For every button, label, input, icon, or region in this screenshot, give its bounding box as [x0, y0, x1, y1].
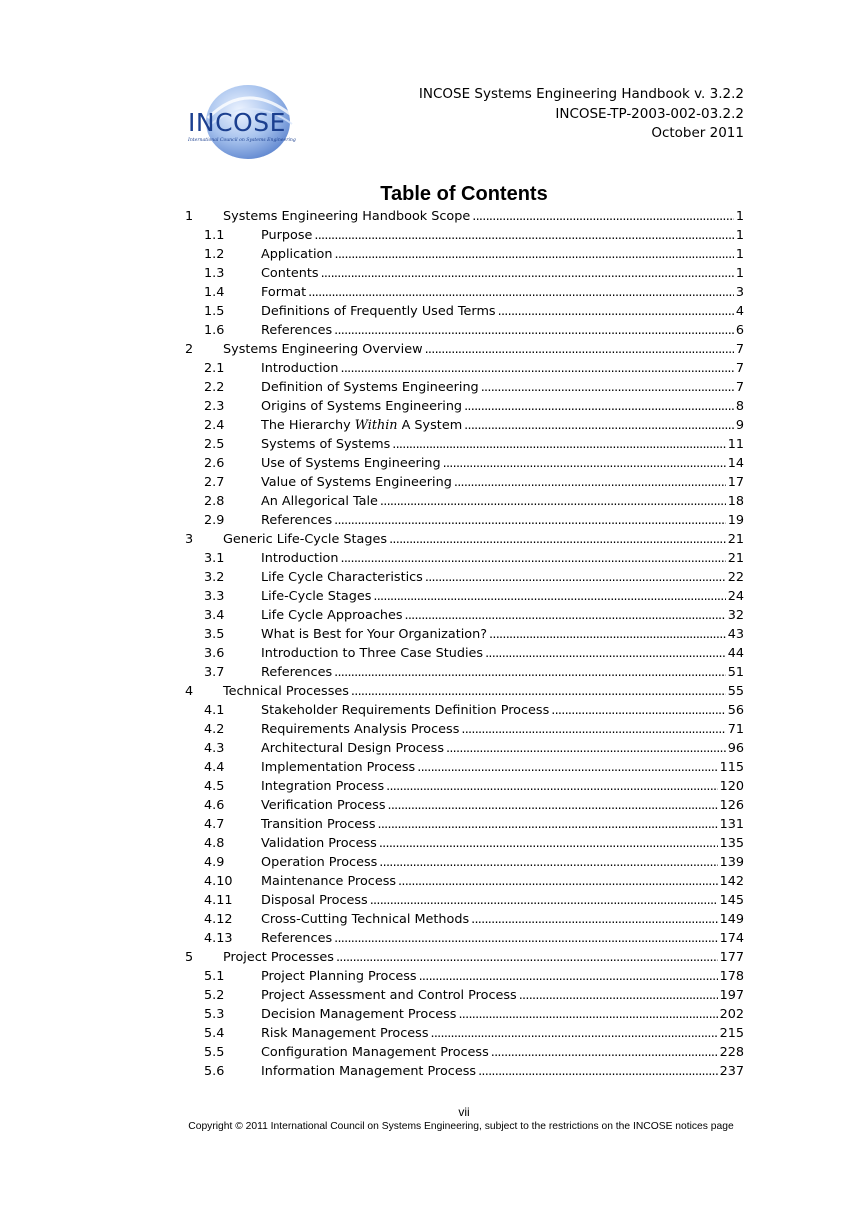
toc-entry[interactable]	[185, 967, 744, 986]
toc-entry[interactable]	[185, 492, 744, 511]
toc-entry-page: 96	[727, 741, 744, 756]
toc-entry-number: 1.5	[204, 304, 225, 319]
toc-dot-leader	[446, 739, 726, 758]
toc-dot-leader	[519, 986, 718, 1005]
header-title: INCOSE Systems Engineering Handbook v. 3.2.2	[418, 86, 744, 102]
toc-entry-page: 7	[735, 361, 744, 376]
toc-entry[interactable]	[185, 511, 744, 530]
toc-entry-page: 19	[727, 513, 744, 528]
toc-entry[interactable]	[185, 283, 744, 302]
toc-entry-page: 14	[727, 456, 744, 471]
toc-entry[interactable]	[185, 625, 744, 644]
toc-entry-title: Purpose	[261, 228, 313, 243]
toc-entry-number: 4.5	[204, 779, 225, 794]
toc-entry-title: Contents	[261, 266, 319, 281]
toc-entry[interactable]	[185, 929, 744, 948]
toc-entry-title: Format	[261, 285, 307, 300]
toc-entry-title: Implementation Process	[261, 760, 416, 775]
toc-entry-title: Cross-Cutting Technical Methods	[261, 912, 470, 927]
toc-entry-number: 3.6	[204, 646, 225, 661]
toc-entry-title: Definition of Systems Engineering	[261, 380, 479, 395]
toc-entry-page: 43	[727, 627, 744, 642]
toc-dot-leader	[478, 1062, 718, 1081]
toc-entry[interactable]	[185, 891, 744, 910]
toc-dot-leader	[405, 606, 726, 625]
toc-entry-title: References	[261, 323, 333, 338]
toc-entry-page: 145	[719, 893, 744, 908]
toc-entry-title: Life-Cycle Stages	[261, 589, 372, 604]
toc-entry[interactable]	[185, 568, 744, 587]
toc-entry-number: 3.2	[204, 570, 225, 585]
toc-entry[interactable]	[185, 663, 744, 682]
toc-entry-number: 4.2	[204, 722, 225, 737]
incose-logo	[186, 84, 306, 162]
toc-entry-title: An Allegorical Tale	[261, 494, 378, 509]
toc-dot-leader	[425, 340, 734, 359]
toc-entry-number: 4.6	[204, 798, 225, 813]
toc-dot-leader	[314, 226, 733, 245]
toc-entry-title: Use of Systems Engineering	[261, 456, 441, 471]
toc-entry-number: 1	[185, 209, 194, 224]
toc-dot-leader	[551, 701, 725, 720]
toc-entry-title: Information Management Process	[261, 1064, 477, 1079]
toc-dot-leader	[379, 853, 717, 872]
toc-entry-page: 178	[719, 969, 744, 984]
toc-entry-page: 135	[719, 836, 744, 851]
toc-entry[interactable]	[185, 1062, 744, 1081]
toc-dot-leader	[419, 967, 718, 986]
toc-entry-number: 3.5	[204, 627, 225, 642]
toc-entry[interactable]	[185, 872, 744, 891]
toc-entry-title: Systems Engineering Handbook Scope	[223, 209, 471, 224]
toc-entry-page: 202	[719, 1007, 744, 1022]
toc-entry-title: Application	[261, 247, 333, 262]
toc-entry-page: 17	[727, 475, 744, 490]
toc-entry[interactable]	[185, 644, 744, 663]
toc-entry-number: 2.7	[204, 475, 225, 490]
toc-dot-leader	[380, 492, 726, 511]
toc-entry-number: 2.9	[204, 513, 225, 528]
toc-entry[interactable]	[185, 701, 744, 720]
toc-entry[interactable]	[185, 986, 744, 1005]
toc-entry[interactable]	[185, 815, 744, 834]
toc-entry-title: Requirements Analysis Process	[261, 722, 460, 737]
toc-entry-page: 228	[719, 1045, 744, 1060]
toc-entry-title: Systems of Systems	[261, 437, 391, 452]
toc-dot-leader	[464, 416, 734, 435]
toc-entry-number: 4.12	[204, 912, 233, 927]
toc-entry[interactable]	[185, 530, 744, 549]
toc-entry[interactable]	[185, 397, 744, 416]
toc-dot-leader	[398, 872, 718, 891]
toc-entry-number: 2.4	[204, 418, 225, 433]
toc-entry-page: 215	[719, 1026, 744, 1041]
toc-entry-page: 1	[735, 266, 744, 281]
toc-entry-number: 4.13	[204, 931, 233, 946]
toc-entry-page: 115	[719, 760, 744, 775]
toc-entry[interactable]	[185, 1024, 744, 1043]
toc-entry-title: Integration Process	[261, 779, 385, 794]
toc-entry-number: 4.7	[204, 817, 225, 832]
toc-dot-leader	[389, 530, 726, 549]
toc-entry-page: 21	[727, 532, 744, 547]
table-of-contents	[185, 207, 744, 1081]
toc-entry-title: References	[261, 931, 333, 946]
toc-entry-title: Origins of Systems Engineering	[261, 399, 463, 414]
toc-entry-title: What is Best for Your Organization?	[261, 627, 488, 642]
toc-entry-page: 120	[719, 779, 744, 794]
toc-entry-title: Architectural Design Process	[261, 741, 445, 756]
toc-entry-title: Configuration Management Process	[261, 1045, 489, 1060]
toc-entry-number: 5.1	[204, 969, 225, 984]
toc-dot-leader	[471, 910, 717, 929]
toc-entry-page: 142	[719, 874, 744, 889]
toc-entry[interactable]	[185, 454, 744, 473]
toc-entry-page: 197	[719, 988, 744, 1003]
toc-entry[interactable]	[185, 340, 744, 359]
toc-entry-title: Introduction	[261, 361, 339, 376]
toc-entry-page: 18	[727, 494, 744, 509]
toc-entry-title: The Hierarchy Within A System	[261, 418, 463, 433]
toc-entry-title: Disposal Process	[261, 893, 368, 908]
toc-entry-number: 2.3	[204, 399, 225, 414]
toc-entry[interactable]	[185, 264, 744, 283]
toc-entry-page: 139	[719, 855, 744, 870]
toc-entry-page: 44	[727, 646, 744, 661]
toc-dot-leader	[472, 207, 734, 226]
toc-entry-number: 4.8	[204, 836, 225, 851]
toc-entry-title: Stakeholder Requirements Definition Process	[261, 703, 550, 718]
toc-entry[interactable]	[185, 378, 744, 397]
toc-entry[interactable]	[185, 910, 744, 929]
toc-entry[interactable]	[185, 207, 744, 226]
toc-entry[interactable]	[185, 587, 744, 606]
toc-entry-number: 4.9	[204, 855, 225, 870]
toc-entry-number: 4.10	[204, 874, 233, 889]
toc-entry-number: 5.6	[204, 1064, 225, 1079]
toc-entry-title: Project Planning Process	[261, 969, 417, 984]
toc-entry[interactable]	[185, 720, 744, 739]
toc-dot-leader	[351, 682, 726, 701]
toc-entry[interactable]	[185, 226, 744, 245]
toc-entry[interactable]	[185, 948, 744, 967]
toc-entry[interactable]	[185, 321, 744, 340]
document-header	[419, 85, 744, 144]
toc-entry-number: 4.1	[204, 703, 225, 718]
toc-entry-title: Definitions of Frequently Used Terms	[261, 304, 496, 319]
toc-entry-title: Maintenance Process	[261, 874, 397, 889]
toc-dot-leader	[336, 948, 718, 967]
toc-entry[interactable]	[185, 245, 744, 264]
toc-entry-page: 6	[735, 323, 744, 338]
page-number: vii	[458, 1105, 470, 1119]
toc-dot-leader	[341, 359, 734, 378]
copyright-notice: Copyright © 2011 International Council on Systems Engineering, subject to the restrictions on the INCOSE notices page	[188, 1121, 734, 1132]
toc-entry[interactable]	[185, 359, 744, 378]
toc-entry-page: 55	[727, 684, 744, 699]
toc-entry[interactable]	[185, 739, 744, 758]
toc-entry-number: 5.3	[204, 1007, 225, 1022]
toc-entry-number: 5.5	[204, 1045, 225, 1060]
toc-dot-leader	[308, 283, 734, 302]
toc-entry-number: 2.8	[204, 494, 225, 509]
toc-entry[interactable]	[185, 473, 744, 492]
toc-entry-page: 149	[719, 912, 744, 927]
toc-entry-page: 11	[727, 437, 744, 452]
toc-entry-title: Transition Process	[261, 817, 376, 832]
toc-dot-leader	[485, 644, 726, 663]
toc-entry-number: 4.3	[204, 741, 225, 756]
toc-entry-title: Project Processes	[223, 950, 334, 965]
toc-dot-leader	[370, 891, 718, 910]
toc-entry-page: 7	[735, 342, 744, 357]
toc-entry-page: 21	[727, 551, 744, 566]
toc-entry-title: Generic Life-Cycle Stages	[223, 532, 388, 547]
toc-entry[interactable]	[185, 416, 744, 435]
logo-subtext: International Council on Systems Engineering	[188, 138, 296, 143]
toc-dot-leader	[458, 1005, 717, 1024]
toc-entry-page: 126	[719, 798, 744, 813]
toc-entry-number: 4.11	[204, 893, 233, 908]
toc-dot-leader	[481, 378, 734, 397]
toc-entry-number: 1.3	[204, 266, 225, 281]
toc-entry-page: 32	[727, 608, 744, 623]
toc-entry-title: Life Cycle Approaches	[261, 608, 403, 623]
toc-title: Table of Contents	[380, 183, 548, 205]
toc-entry[interactable]	[185, 549, 744, 568]
toc-entry-number: 1.4	[204, 285, 225, 300]
toc-entry-number: 3.3	[204, 589, 225, 604]
toc-dot-leader	[431, 1024, 718, 1043]
toc-dot-leader	[491, 1043, 718, 1062]
toc-entry-page: 1	[735, 209, 744, 224]
toc-entry-page: 22	[727, 570, 744, 585]
toc-entry-number: 2	[185, 342, 194, 357]
toc-entry-title: Introduction to Three Case Studies	[261, 646, 484, 661]
toc-entry-number: 2.5	[204, 437, 225, 452]
toc-dot-leader	[388, 796, 718, 815]
logo-wordmark: INCOSE	[188, 108, 286, 137]
toc-entry-title: Validation Process	[261, 836, 377, 851]
toc-entry[interactable]	[185, 796, 744, 815]
toc-entry-page: 56	[727, 703, 744, 718]
toc-dot-leader	[334, 511, 726, 530]
toc-entry-page: 237	[719, 1064, 744, 1079]
toc-entry-title: Operation Process	[261, 855, 378, 870]
toc-entry-number: 1.1	[204, 228, 225, 243]
toc-dot-leader	[464, 397, 734, 416]
toc-entry-number: 5.2	[204, 988, 225, 1003]
toc-dot-leader	[379, 834, 718, 853]
toc-entry-number: 2.1	[204, 361, 225, 376]
toc-entry[interactable]	[185, 853, 744, 872]
toc-entry-title: References	[261, 513, 333, 528]
toc-entry-number: 2.2	[204, 380, 225, 395]
header-date: October 2011	[651, 125, 744, 141]
toc-dot-leader	[335, 245, 734, 264]
toc-entry-number: 5.4	[204, 1026, 225, 1041]
toc-dot-leader	[392, 435, 725, 454]
toc-entry-number: 2.6	[204, 456, 225, 471]
toc-dot-leader	[341, 549, 726, 568]
toc-entry[interactable]	[185, 606, 744, 625]
toc-dot-leader	[373, 587, 725, 606]
toc-entry-title: Systems Engineering Overview	[223, 342, 423, 357]
toc-entry-title: Life Cycle Characteristics	[261, 570, 423, 585]
toc-entry-page: 1	[735, 228, 744, 243]
toc-entry-number: 3	[185, 532, 194, 547]
toc-dot-leader	[378, 815, 718, 834]
toc-entry-title: References	[261, 665, 333, 680]
toc-entry-number: 1.2	[204, 247, 225, 262]
toc-entry-number: 5	[185, 950, 194, 965]
toc-entry[interactable]	[185, 758, 744, 777]
toc-entry-page: 3	[735, 285, 744, 300]
toc-entry-page: 71	[727, 722, 744, 737]
toc-entry[interactable]	[185, 682, 744, 701]
toc-entry[interactable]	[185, 834, 744, 853]
toc-entry-page: 1	[735, 247, 744, 262]
toc-entry-page: 8	[735, 399, 744, 414]
toc-entry-title: Risk Management Process	[261, 1026, 429, 1041]
toc-entry-title: Project Assessment and Control Process	[261, 988, 517, 1003]
toc-entry-title: Decision Management Process	[261, 1007, 457, 1022]
toc-entry-title: Value of Systems Engineering	[261, 475, 452, 490]
toc-entry-title: Verification Process	[261, 798, 386, 813]
toc-dot-leader	[321, 264, 734, 283]
toc-dot-leader	[334, 321, 734, 340]
toc-entry-page: 9	[735, 418, 744, 433]
toc-entry-page: 7	[735, 380, 744, 395]
toc-dot-leader	[498, 302, 734, 321]
toc-dot-leader	[425, 568, 726, 587]
toc-dot-leader	[334, 929, 717, 948]
toc-entry-title: Technical Processes	[223, 684, 349, 699]
toc-dot-leader	[461, 720, 725, 739]
toc-dot-leader	[443, 454, 726, 473]
toc-entry-page: 24	[727, 589, 744, 604]
toc-entry-page: 174	[719, 931, 744, 946]
toc-entry-title: Introduction	[261, 551, 339, 566]
toc-entry[interactable]	[185, 302, 744, 321]
toc-entry[interactable]	[185, 1043, 744, 1062]
toc-entry-number: 1.6	[204, 323, 225, 338]
toc-dot-leader	[489, 625, 726, 644]
toc-entry[interactable]	[185, 1005, 744, 1024]
toc-dot-leader	[334, 663, 726, 682]
toc-dot-leader	[454, 473, 726, 492]
header-doc-id: INCOSE-TP-2003-002-03.2.2	[555, 105, 744, 122]
toc-entry-number: 3.4	[204, 608, 225, 623]
toc-entry[interactable]	[185, 777, 744, 796]
toc-entry-number: 3.1	[204, 551, 225, 566]
toc-entry-page: 177	[719, 950, 744, 965]
toc-entry-page: 131	[719, 817, 744, 832]
toc-entry-number: 4.4	[204, 760, 225, 775]
toc-entry-number: 4	[185, 684, 194, 699]
toc-entry-number: 3.7	[204, 665, 225, 680]
toc-entry[interactable]	[185, 435, 744, 454]
toc-dot-leader	[386, 777, 717, 796]
toc-entry-page: 51	[727, 665, 744, 680]
toc-entry-page: 4	[735, 304, 744, 319]
toc-dot-leader	[417, 758, 717, 777]
